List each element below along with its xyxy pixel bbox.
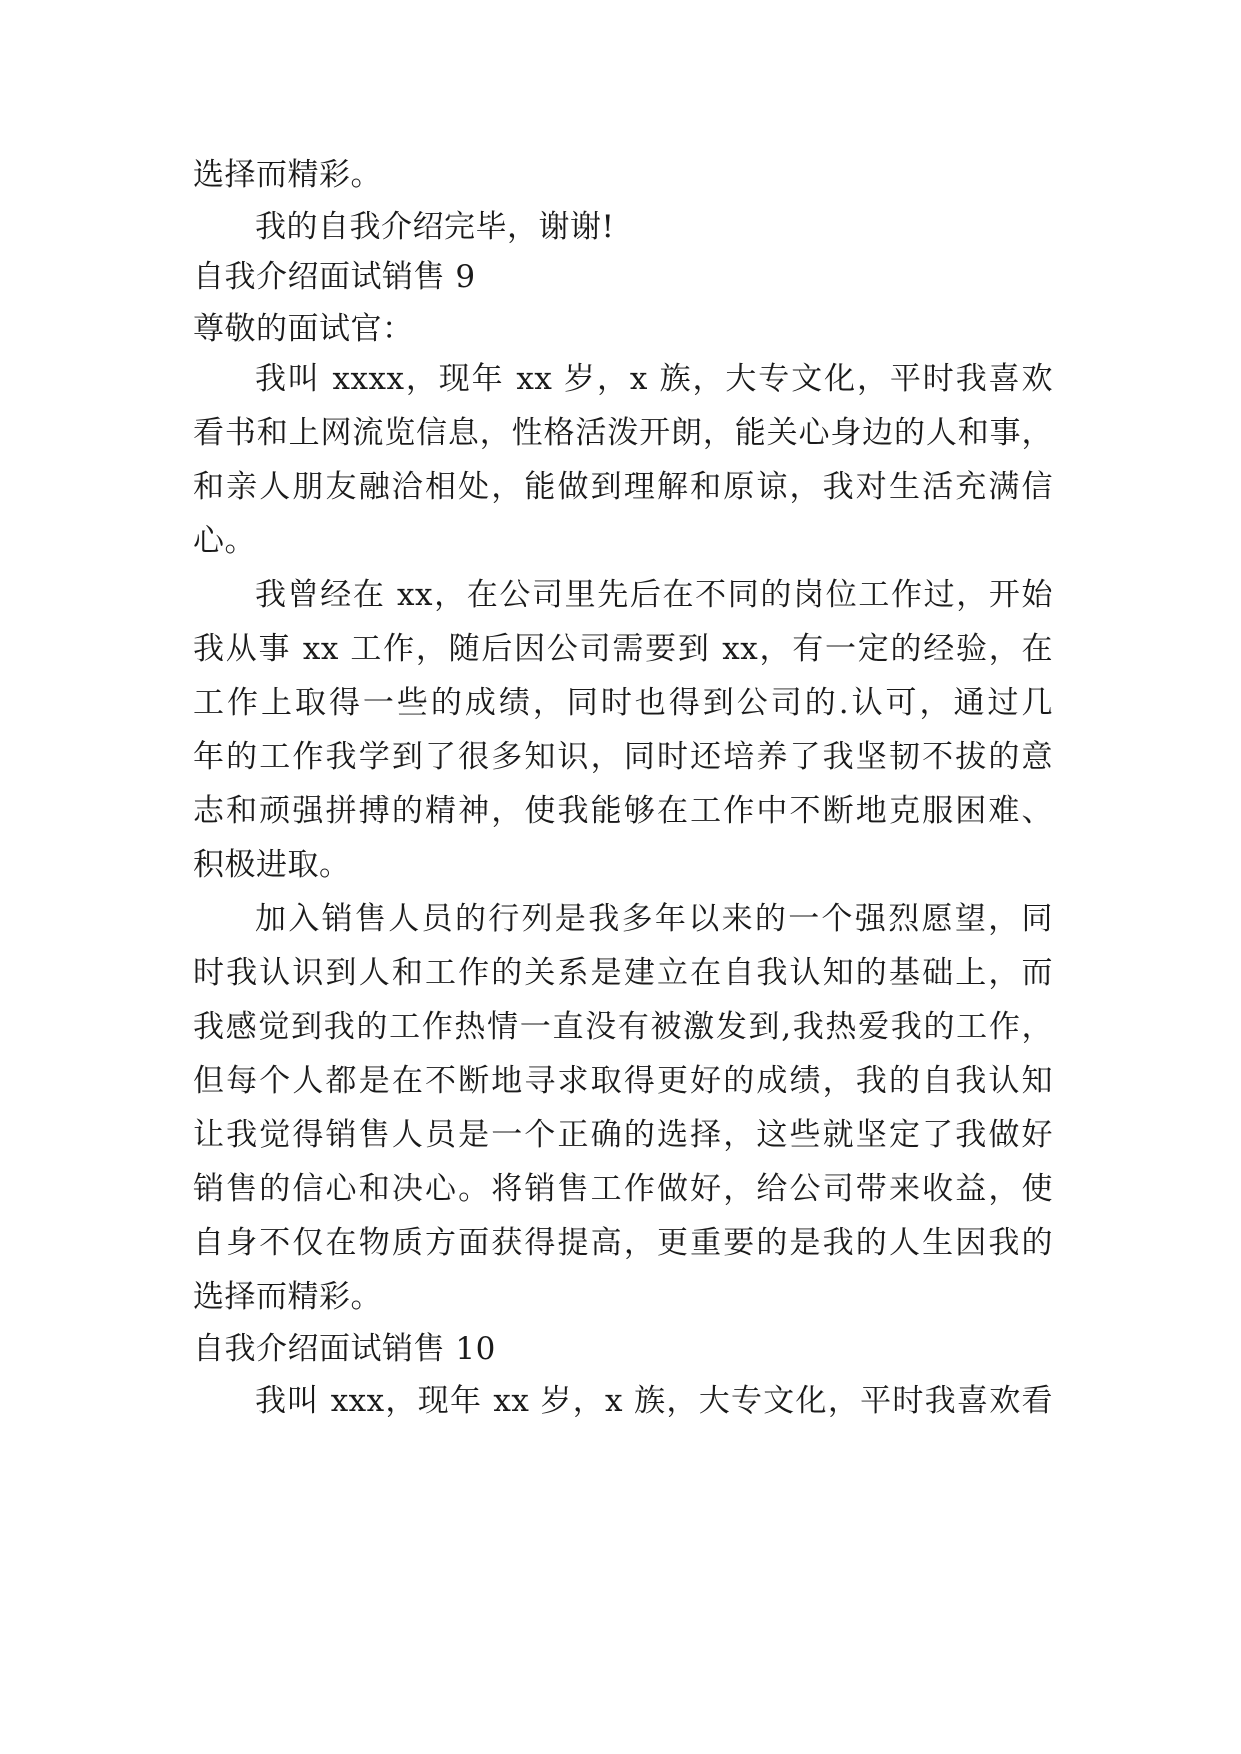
paragraph-line: 但每个人都是在不断地寻求取得更好的成绩，我的自我认知 — [193, 1063, 1053, 1099]
section-heading: 自我介绍面试销售 10 — [193, 1331, 496, 1367]
closing-line: 我的自我介绍完毕，谢谢! — [255, 209, 615, 245]
paragraph-line: 我从事 xx 工作，随后因公司需要到 xx，有一定的经验，在 — [193, 631, 1053, 667]
paragraph-line: 看书和上网流览信息，性格活泼开朗，能关心身边的人和事， — [193, 415, 1053, 451]
paragraph-line: 让我觉得销售人员是一个正确的选择，这些就坚定了我做好 — [193, 1117, 1053, 1153]
paragraph-line: 我感觉到我的工作热情一直没有被激发到,我热爱我的工作， — [193, 1009, 1053, 1045]
paragraph-line: 工作上取得一些的成绩，同时也得到公司的.认可，通过几 — [193, 685, 1053, 721]
paragraph-line: 心。 — [193, 523, 256, 559]
paragraph-line: 加入销售人员的行列是我多年以来的一个强烈愿望，同 — [255, 901, 1053, 937]
paragraph-line: 时我认识到人和工作的关系是建立在自我认知的基础上，而 — [193, 955, 1053, 991]
paragraph-line: 选择而精彩。 — [193, 157, 382, 193]
paragraph-line: 销售的信心和决心。将销售工作做好，给公司带来收益，使 — [193, 1171, 1053, 1207]
paragraph-line: 和亲人朋友融洽相处，能做到理解和原谅，我对生活充满信 — [193, 469, 1053, 505]
paragraph-line: 选择而精彩。 — [193, 1279, 382, 1315]
paragraph-line: 年的工作我学到了很多知识，同时还培养了我坚韧不拔的意 — [193, 739, 1053, 775]
paragraph-line: 我曾经在 xx，在公司里先后在不同的岗位工作过，开始 — [255, 577, 1053, 613]
paragraph-line: 我叫 xxxx，现年 xx 岁，x 族，大专文化，平时我喜欢 — [255, 361, 1053, 397]
paragraph-line: 自身不仅在物质方面获得提高，更重要的是我的人生因我的 — [193, 1225, 1053, 1261]
salutation: 尊敬的面试官： — [193, 311, 414, 347]
paragraph-line: 积极进取。 — [193, 847, 351, 883]
paragraph-line: 志和顽强拼搏的精神，使我能够在工作中不断地克服困难、 — [193, 793, 1053, 829]
section-heading: 自我介绍面试销售 9 — [193, 259, 476, 295]
paragraph-line: 我叫 xxx，现年 xx 岁，x 族，大专文化，平时我喜欢看 — [255, 1383, 1053, 1419]
